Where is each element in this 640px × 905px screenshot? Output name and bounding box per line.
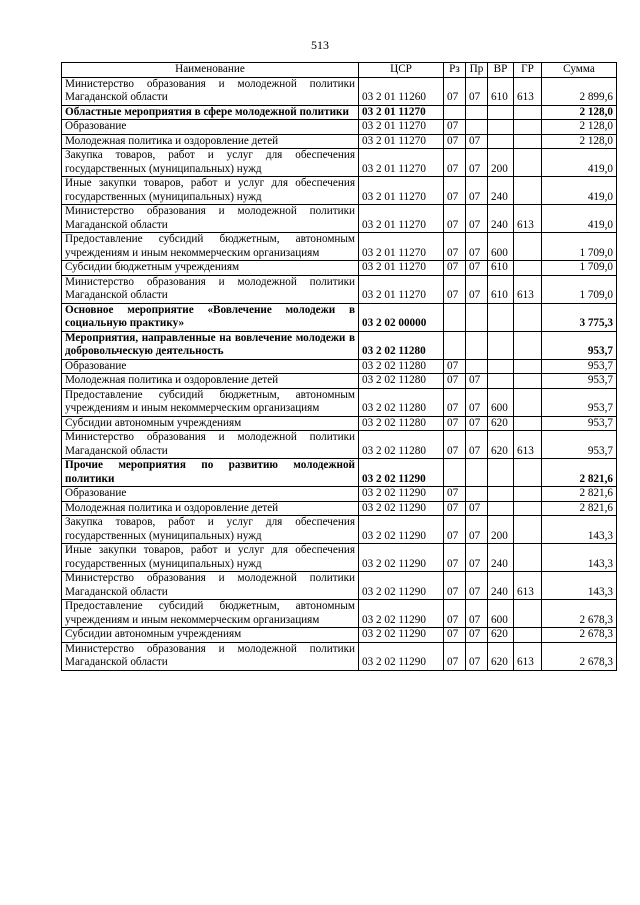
cell-csr: 03 2 01 11270 bbox=[359, 120, 444, 135]
cell-name: Министерство образования и молодежной политики Магаданской области bbox=[62, 205, 359, 233]
cell-rz: 07 bbox=[444, 359, 466, 374]
table-row bbox=[62, 120, 617, 135]
cell-csr: 03 2 01 11270 bbox=[359, 105, 444, 120]
cell-gr bbox=[514, 388, 542, 416]
cell-gr bbox=[514, 600, 542, 628]
cell-gr bbox=[514, 105, 542, 120]
cell-rz: 07 bbox=[444, 642, 466, 670]
cell-gr bbox=[514, 303, 542, 331]
cell-name: Субсидии автономным учреждениям bbox=[62, 628, 359, 643]
cell-gr bbox=[514, 628, 542, 643]
cell-vr bbox=[488, 487, 514, 502]
cell-gr bbox=[514, 487, 542, 502]
cell-rz: 07 bbox=[444, 275, 466, 303]
cell-vr: 610 bbox=[488, 77, 514, 105]
cell-pr: 07 bbox=[466, 374, 488, 389]
cell-pr: 07 bbox=[466, 233, 488, 261]
cell-gr bbox=[514, 233, 542, 261]
cell-gr bbox=[514, 544, 542, 572]
header-rz: Рз bbox=[444, 63, 466, 78]
cell-pr bbox=[466, 459, 488, 487]
cell-csr: 03 2 02 11280 bbox=[359, 431, 444, 459]
cell-gr: 613 bbox=[514, 275, 542, 303]
header-vr: ВР bbox=[488, 63, 514, 78]
cell-sum: 419,0 bbox=[542, 177, 617, 205]
cell-rz: 07 bbox=[444, 134, 466, 149]
cell-csr: 03 2 02 11290 bbox=[359, 642, 444, 670]
cell-rz bbox=[444, 105, 466, 120]
cell-gr bbox=[514, 261, 542, 276]
cell-pr: 07 bbox=[466, 77, 488, 105]
table-row bbox=[62, 149, 617, 177]
cell-csr: 03 2 01 11270 bbox=[359, 205, 444, 233]
cell-rz: 07 bbox=[444, 431, 466, 459]
cell-gr bbox=[514, 177, 542, 205]
cell-pr: 07 bbox=[466, 431, 488, 459]
cell-csr: 03 2 02 11280 bbox=[359, 374, 444, 389]
cell-gr bbox=[514, 120, 542, 135]
cell-csr: 03 2 01 11270 bbox=[359, 177, 444, 205]
cell-pr: 07 bbox=[466, 261, 488, 276]
cell-sum: 953,7 bbox=[542, 331, 617, 359]
cell-gr bbox=[514, 134, 542, 149]
cell-gr: 613 bbox=[514, 77, 542, 105]
cell-vr: 600 bbox=[488, 233, 514, 261]
table-row bbox=[62, 431, 617, 459]
cell-vr: 620 bbox=[488, 628, 514, 643]
table-body bbox=[62, 77, 617, 670]
cell-rz: 07 bbox=[444, 149, 466, 177]
cell-csr: 03 2 01 11270 bbox=[359, 261, 444, 276]
page-number: 513 bbox=[311, 38, 329, 52]
cell-name: Иные закупки товаров, работ и услуг для обеспечения государственных (муниципальных) нужд bbox=[62, 177, 359, 205]
cell-csr: 03 2 02 11290 bbox=[359, 459, 444, 487]
cell-vr: 200 bbox=[488, 516, 514, 544]
cell-rz bbox=[444, 331, 466, 359]
budget-table bbox=[61, 62, 617, 671]
cell-rz: 07 bbox=[444, 77, 466, 105]
header-csr: ЦСР bbox=[359, 63, 444, 78]
table-row bbox=[62, 544, 617, 572]
cell-pr: 07 bbox=[466, 149, 488, 177]
table-row bbox=[62, 261, 617, 276]
cell-pr bbox=[466, 359, 488, 374]
table-row bbox=[62, 134, 617, 149]
table-row bbox=[62, 374, 617, 389]
cell-name: Молодежная политика и оздоровление детей bbox=[62, 374, 359, 389]
table-header-row bbox=[62, 63, 617, 78]
cell-sum: 2 899,6 bbox=[542, 77, 617, 105]
table-row bbox=[62, 77, 617, 105]
table-row bbox=[62, 331, 617, 359]
cell-rz: 07 bbox=[444, 501, 466, 516]
table-row bbox=[62, 177, 617, 205]
cell-vr: 240 bbox=[488, 544, 514, 572]
cell-vr bbox=[488, 374, 514, 389]
cell-name: Субсидии бюджетным учреждениям bbox=[62, 261, 359, 276]
table-row bbox=[62, 359, 617, 374]
cell-sum: 2 821,6 bbox=[542, 487, 617, 502]
cell-gr bbox=[514, 359, 542, 374]
cell-pr bbox=[466, 331, 488, 359]
cell-sum: 2 821,6 bbox=[542, 459, 617, 487]
cell-sum: 953,7 bbox=[542, 416, 617, 431]
cell-name: Министерство образования и молодежной политики Магаданской области bbox=[62, 572, 359, 600]
cell-vr bbox=[488, 134, 514, 149]
table-row bbox=[62, 516, 617, 544]
cell-pr: 07 bbox=[466, 572, 488, 600]
table-row bbox=[62, 501, 617, 516]
cell-pr: 07 bbox=[466, 600, 488, 628]
cell-pr: 07 bbox=[466, 642, 488, 670]
cell-csr: 03 2 02 11290 bbox=[359, 600, 444, 628]
cell-sum: 2 678,3 bbox=[542, 628, 617, 643]
cell-sum: 3 775,3 bbox=[542, 303, 617, 331]
cell-gr bbox=[514, 501, 542, 516]
cell-vr: 610 bbox=[488, 261, 514, 276]
header-sum: Сумма bbox=[542, 63, 617, 78]
cell-sum: 2 678,3 bbox=[542, 600, 617, 628]
cell-name: Министерство образования и молодежной политики Магаданской области bbox=[62, 642, 359, 670]
cell-rz: 07 bbox=[444, 233, 466, 261]
cell-pr bbox=[466, 303, 488, 331]
cell-name: Прочие мероприятия по развитию молодежной политики bbox=[62, 459, 359, 487]
table-row bbox=[62, 600, 617, 628]
cell-gr bbox=[514, 459, 542, 487]
cell-rz bbox=[444, 459, 466, 487]
cell-rz: 07 bbox=[444, 416, 466, 431]
cell-name: Образование bbox=[62, 487, 359, 502]
cell-rz: 07 bbox=[444, 544, 466, 572]
table-row bbox=[62, 642, 617, 670]
header-gr: ГР bbox=[514, 63, 542, 78]
cell-sum: 2 128,0 bbox=[542, 120, 617, 135]
cell-sum: 2 678,3 bbox=[542, 642, 617, 670]
cell-gr: 613 bbox=[514, 431, 542, 459]
cell-vr bbox=[488, 459, 514, 487]
cell-pr: 07 bbox=[466, 134, 488, 149]
cell-name: Основное мероприятие «Вовлечение молодежи в социальную практику» bbox=[62, 303, 359, 331]
cell-pr: 07 bbox=[466, 628, 488, 643]
cell-rz: 07 bbox=[444, 516, 466, 544]
cell-name: Закупка товаров, работ и услуг для обеспечения государственных (муниципальных) нужд bbox=[62, 516, 359, 544]
cell-vr: 600 bbox=[488, 388, 514, 416]
cell-gr: 613 bbox=[514, 205, 542, 233]
cell-name: Закупка товаров, работ и услуг для обеспечения государственных (муниципальных) нужд bbox=[62, 149, 359, 177]
cell-pr bbox=[466, 105, 488, 120]
cell-sum: 953,7 bbox=[542, 431, 617, 459]
cell-vr: 600 bbox=[488, 600, 514, 628]
table-row bbox=[62, 205, 617, 233]
cell-sum: 2 128,0 bbox=[542, 134, 617, 149]
cell-vr bbox=[488, 331, 514, 359]
cell-sum: 419,0 bbox=[542, 149, 617, 177]
cell-rz: 07 bbox=[444, 205, 466, 233]
cell-csr: 03 2 02 11280 bbox=[359, 359, 444, 374]
cell-pr bbox=[466, 120, 488, 135]
header-name: Наименование bbox=[62, 63, 359, 78]
cell-rz: 07 bbox=[444, 487, 466, 502]
cell-name: Министерство образования и молодежной политики Магаданской области bbox=[62, 431, 359, 459]
table-row bbox=[62, 487, 617, 502]
cell-gr: 613 bbox=[514, 572, 542, 600]
cell-csr: 03 2 01 11270 bbox=[359, 275, 444, 303]
cell-vr: 610 bbox=[488, 275, 514, 303]
cell-csr: 03 2 02 11280 bbox=[359, 388, 444, 416]
cell-gr bbox=[514, 149, 542, 177]
cell-rz: 07 bbox=[444, 374, 466, 389]
cell-pr: 07 bbox=[466, 544, 488, 572]
cell-vr: 620 bbox=[488, 642, 514, 670]
cell-name: Молодежная политика и оздоровление детей bbox=[62, 134, 359, 149]
cell-csr: 03 2 02 11290 bbox=[359, 516, 444, 544]
cell-name: Предоставление субсидий бюджетным, автономным учреждениям и иным некоммерческим организациям bbox=[62, 233, 359, 261]
cell-sum: 143,3 bbox=[542, 544, 617, 572]
cell-sum: 953,7 bbox=[542, 388, 617, 416]
cell-name: Мероприятия, направленные на вовлечение молодежи в добровольческую деятельность bbox=[62, 331, 359, 359]
cell-sum: 953,7 bbox=[542, 374, 617, 389]
cell-rz: 07 bbox=[444, 628, 466, 643]
cell-csr: 03 2 01 11270 bbox=[359, 149, 444, 177]
cell-gr bbox=[514, 374, 542, 389]
table-row bbox=[62, 388, 617, 416]
cell-csr: 03 2 02 11290 bbox=[359, 544, 444, 572]
cell-name: Образование bbox=[62, 359, 359, 374]
cell-vr: 240 bbox=[488, 205, 514, 233]
cell-sum: 2 128,0 bbox=[542, 105, 617, 120]
cell-csr: 03 2 02 11290 bbox=[359, 572, 444, 600]
cell-name: Министерство образования и молодежной политики Магаданской области bbox=[62, 77, 359, 105]
cell-name: Молодежная политика и оздоровление детей bbox=[62, 501, 359, 516]
table-row bbox=[62, 303, 617, 331]
table-row bbox=[62, 105, 617, 120]
cell-rz: 07 bbox=[444, 600, 466, 628]
cell-rz: 07 bbox=[444, 177, 466, 205]
cell-rz: 07 bbox=[444, 261, 466, 276]
cell-pr: 07 bbox=[466, 501, 488, 516]
cell-pr: 07 bbox=[466, 275, 488, 303]
cell-name: Иные закупки товаров, работ и услуг для обеспечения государственных (муниципальных) нужд bbox=[62, 544, 359, 572]
cell-csr: 03 2 01 11270 bbox=[359, 134, 444, 149]
cell-csr: 03 2 02 11290 bbox=[359, 628, 444, 643]
cell-csr: 03 2 02 00000 bbox=[359, 303, 444, 331]
cell-vr: 620 bbox=[488, 416, 514, 431]
cell-pr: 07 bbox=[466, 388, 488, 416]
header-pr: Пр bbox=[466, 63, 488, 78]
table-row bbox=[62, 416, 617, 431]
cell-pr: 07 bbox=[466, 205, 488, 233]
cell-gr bbox=[514, 416, 542, 431]
cell-name: Субсидии автономным учреждениям bbox=[62, 416, 359, 431]
cell-sum: 1 709,0 bbox=[542, 233, 617, 261]
cell-sum: 953,7 bbox=[542, 359, 617, 374]
cell-vr bbox=[488, 359, 514, 374]
cell-csr: 03 2 01 11260 bbox=[359, 77, 444, 105]
cell-vr bbox=[488, 303, 514, 331]
cell-rz: 07 bbox=[444, 120, 466, 135]
cell-vr: 620 bbox=[488, 431, 514, 459]
cell-name: Предоставление субсидий бюджетным, автономным учреждениям и иным некоммерческим организациям bbox=[62, 600, 359, 628]
cell-pr bbox=[466, 487, 488, 502]
cell-pr: 07 bbox=[466, 177, 488, 205]
cell-sum: 1 709,0 bbox=[542, 261, 617, 276]
cell-name: Областные мероприятия в сфере молодежной политики bbox=[62, 105, 359, 120]
cell-vr: 240 bbox=[488, 572, 514, 600]
table-row bbox=[62, 233, 617, 261]
table-row bbox=[62, 459, 617, 487]
cell-vr: 240 bbox=[488, 177, 514, 205]
table-row bbox=[62, 572, 617, 600]
cell-pr: 07 bbox=[466, 416, 488, 431]
cell-sum: 2 821,6 bbox=[542, 501, 617, 516]
cell-gr bbox=[514, 331, 542, 359]
cell-rz bbox=[444, 303, 466, 331]
cell-sum: 143,3 bbox=[542, 572, 617, 600]
cell-gr bbox=[514, 516, 542, 544]
cell-sum: 1 709,0 bbox=[542, 275, 617, 303]
cell-name: Предоставление субсидий бюджетным, автономным учреждениям и иным некоммерческим организациям bbox=[62, 388, 359, 416]
cell-sum: 419,0 bbox=[542, 205, 617, 233]
cell-csr: 03 2 02 11280 bbox=[359, 331, 444, 359]
table-row bbox=[62, 628, 617, 643]
cell-sum: 143,3 bbox=[542, 516, 617, 544]
cell-csr: 03 2 02 11290 bbox=[359, 487, 444, 502]
cell-pr: 07 bbox=[466, 516, 488, 544]
cell-vr: 200 bbox=[488, 149, 514, 177]
cell-csr: 03 2 01 11270 bbox=[359, 233, 444, 261]
cell-name: Образование bbox=[62, 120, 359, 135]
cell-csr: 03 2 02 11290 bbox=[359, 501, 444, 516]
cell-rz: 07 bbox=[444, 572, 466, 600]
cell-name: Министерство образования и молодежной политики Магаданской области bbox=[62, 275, 359, 303]
cell-gr: 613 bbox=[514, 642, 542, 670]
cell-vr bbox=[488, 120, 514, 135]
cell-rz: 07 bbox=[444, 388, 466, 416]
table-row bbox=[62, 275, 617, 303]
cell-vr bbox=[488, 105, 514, 120]
cell-vr bbox=[488, 501, 514, 516]
cell-csr: 03 2 02 11280 bbox=[359, 416, 444, 431]
